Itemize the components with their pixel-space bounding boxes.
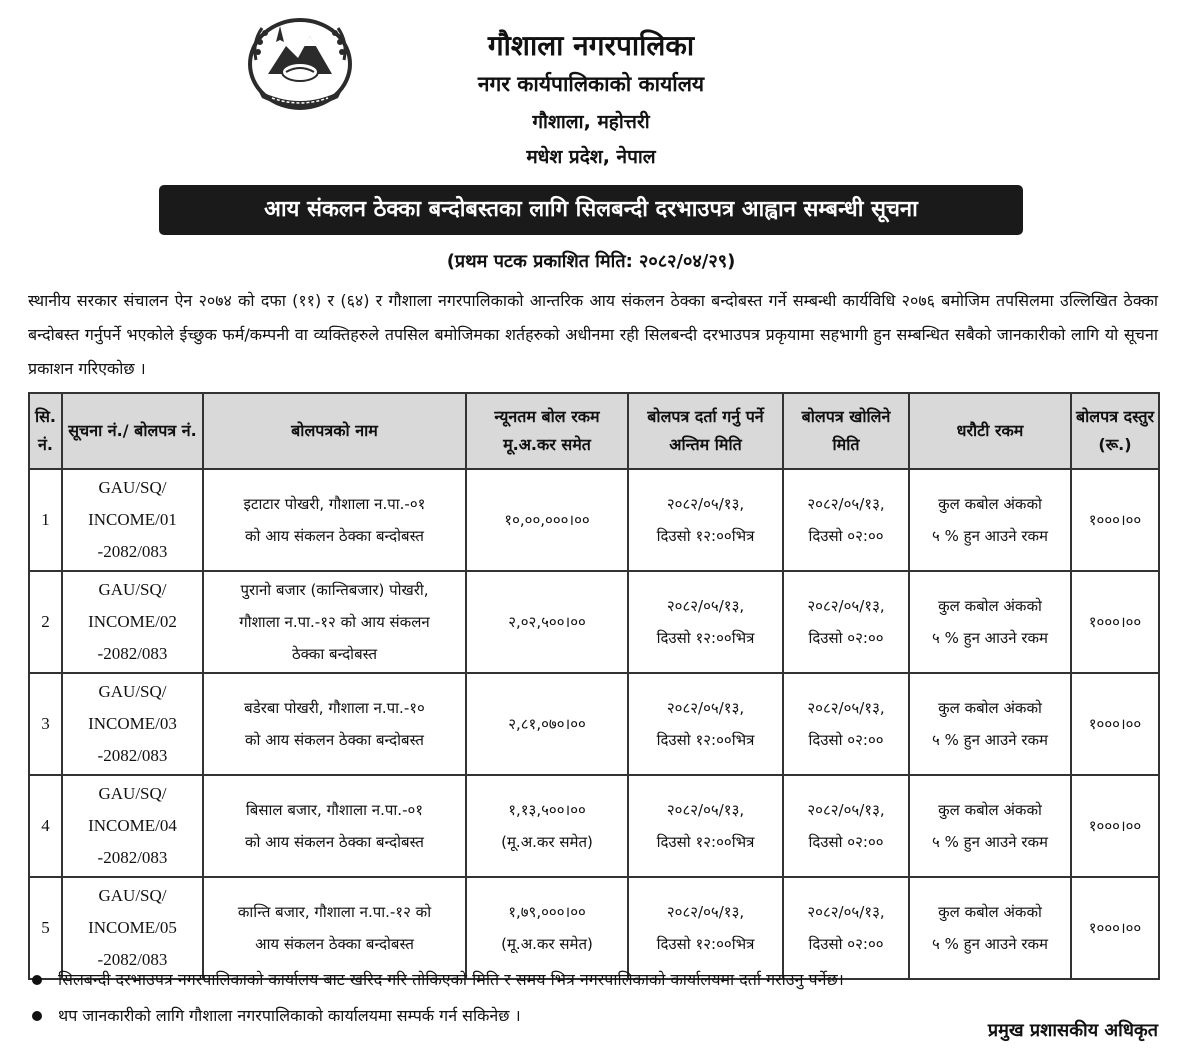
- notice-number-cell-line: -2082/083: [97, 848, 168, 867]
- deposit-amount-cell-line: कुल कबोल अंकको: [938, 597, 1042, 615]
- opening-date-cell-line: २०८२/०५/१३,: [807, 699, 885, 717]
- bid-name-cell-line: पुरानो बजार (कान्तिबजार) पोखरी,: [240, 581, 429, 599]
- minimum-bid-amount-cell-line: १०,००,०००।००: [504, 511, 590, 529]
- address-line-2: मधेश प्रदेश, नेपाल: [526, 146, 656, 168]
- opening-date-cell-line: दिउसो ०२:००: [808, 629, 884, 647]
- minimum-bid-amount-cell: [466, 469, 628, 571]
- minimum-bid-amount-cell-line: (मू.अ.कर समेत): [501, 833, 593, 851]
- table-header-row: [29, 393, 1159, 469]
- minimum-bid-amount-cell-line: १,१३,५००।००: [508, 801, 586, 819]
- opening-date-cell-line: २०८२/०५/१३,: [807, 801, 885, 819]
- opening-date-cell-line: २०८२/०५/१३,: [807, 903, 885, 921]
- registration-deadline-cell-line: २०८२/०५/१३,: [666, 801, 745, 819]
- deposit-amount-cell: [909, 673, 1071, 775]
- notice-number-cell: [62, 775, 203, 877]
- notice-number-cell: [62, 673, 203, 775]
- header-bid-fee: बोलपत्र दस्तुर (रू.): [1071, 393, 1159, 469]
- notice-number-cell-line: INCOME/03: [88, 714, 177, 733]
- municipality-name: गौशाला नगरपालिका: [487, 29, 695, 62]
- header-registration-deadline: बोलपत्र दर्ता गर्नु पर्ने अन्तिम मिति: [628, 393, 783, 469]
- minimum-bid-amount-cell-line: १,७९,०००।००: [508, 903, 586, 921]
- registration-deadline-cell-line: दिउसो १२:००भित्र: [656, 935, 755, 953]
- opening-date-cell: [783, 469, 909, 571]
- deposit-amount-cell-line: कुल कबोल अंकको: [938, 903, 1042, 921]
- address-line-1: गौशाला, महोत्तरी: [532, 111, 650, 133]
- deposit-amount-cell-line: ५ % हुन आउने रकम: [932, 833, 1048, 851]
- opening-date-cell-line: दिउसो ०२:००: [808, 935, 884, 953]
- table-row: [29, 571, 1159, 673]
- deposit-amount-cell-line: कुल कबोल अंकको: [938, 801, 1042, 819]
- opening-date-cell-line: दिउसो ०२:००: [808, 833, 884, 851]
- opening-date-cell: [783, 673, 909, 775]
- header-minimum-bid-amount: न्यूनतम बोल रकम मू.अ.कर समेत: [466, 393, 628, 469]
- bid-name-cell: [203, 673, 466, 775]
- registration-deadline-cell-line: दिउसो १२:००भित्र: [656, 527, 755, 545]
- bid-name-cell: [203, 877, 466, 979]
- deposit-amount-cell-line: ५ % हुन आउने रकम: [932, 731, 1048, 749]
- registration-deadline-cell: [628, 469, 783, 571]
- table-row: [29, 775, 1159, 877]
- registration-deadline-cell-line: दिउसो १२:००भित्र: [656, 629, 755, 647]
- opening-date-cell-line: दिउसो ०२:००: [808, 527, 884, 545]
- bid-name-cell-line: को आय संकलन ठेक्का बन्दोबस्त: [245, 833, 424, 851]
- notice-number-cell-line: INCOME/05: [88, 918, 177, 937]
- bullet-icon: [32, 1011, 42, 1021]
- notice-number-cell-line: GAU/SQ/: [98, 784, 167, 803]
- bid-name-cell: [203, 571, 466, 673]
- minimum-bid-amount-cell-line: (मू.अ.कर समेत): [501, 935, 593, 953]
- header-serial-number: सि. नं.: [29, 393, 62, 469]
- bid-name-cell-line: इटाटार पोखरी, गौशाला न.पा.-०१: [243, 495, 426, 513]
- notice-number-cell-line: -2082/083: [97, 950, 168, 969]
- bid-name-cell-line: को आय संकलन ठेक्का बन्दोबस्त: [245, 527, 424, 545]
- bid-name-cell-line: बडेरबा पोखरी, गौशाला न.पा.-१०: [244, 699, 425, 717]
- registration-deadline-cell-line: २०८२/०५/१३,: [666, 699, 745, 717]
- registration-deadline-cell-line: २०८२/०५/१३,: [666, 495, 745, 513]
- notice-number-cell-line: -2082/083: [97, 746, 168, 765]
- serial-number-cell: 4: [29, 775, 62, 877]
- registration-deadline-cell: [628, 571, 783, 673]
- header-notice-number: सूचना नं./ बोलपत्र नं.: [62, 393, 203, 469]
- signatory: प्रमुख प्रशासकीय अधिकृत: [987, 1020, 1158, 1041]
- bid-name-cell: [203, 775, 466, 877]
- registration-deadline-cell: [628, 775, 783, 877]
- serial-number-cell: 2: [29, 571, 62, 673]
- registration-deadline-cell: [628, 673, 783, 775]
- notice-number-cell-line: GAU/SQ/: [98, 478, 167, 497]
- registration-deadline-cell-line: दिउसो १२:००भित्र: [656, 731, 755, 749]
- bid-name-cell-line: कान्ति बजार, गौशाला न.पा.-१२ को: [237, 903, 432, 921]
- minimum-bid-amount-cell: [466, 673, 628, 775]
- table-row: [29, 469, 1159, 571]
- deposit-amount-cell-line: ५ % हुन आउने रकम: [932, 629, 1048, 647]
- note-text: थप जानकारीको लागि गौशाला नगरपालिकाको कार्यालयमा सम्पर्क गर्न सकिनेछ ।: [58, 1006, 521, 1025]
- notice-number-cell: [62, 877, 203, 979]
- minimum-bid-amount-cell-line: २,०२,५००।००: [508, 613, 586, 631]
- deposit-amount-cell-line: कुल कबोल अंकको: [938, 495, 1042, 513]
- bid-name-cell-line: गौशाला न.पा.-१२ को आय संकलन: [239, 613, 430, 631]
- deposit-amount-cell: [909, 469, 1071, 571]
- bid-name-cell: [203, 469, 466, 571]
- bid-name-cell-line: को आय संकलन ठेक्का बन्दोबस्त: [245, 731, 424, 749]
- notice-number-cell-line: INCOME/01: [88, 510, 177, 529]
- notice-number-cell-line: INCOME/02: [88, 612, 177, 631]
- notice-number-cell-line: GAU/SQ/: [98, 580, 167, 599]
- opening-date-cell: [783, 571, 909, 673]
- bid-fee-cell: १०००।००: [1071, 571, 1159, 673]
- deposit-amount-cell: [909, 571, 1071, 673]
- tender-table: [28, 392, 1160, 980]
- deposit-amount-cell: [909, 775, 1071, 877]
- minimum-bid-amount-cell: [466, 571, 628, 673]
- notice-title: आय संकलन ठेक्का बन्दोबस्तका लागि सिलबन्दी दरभाउपत्र आह्वान सम्बन्धी सूचना: [159, 185, 1023, 235]
- opening-date-cell-line: २०८२/०५/१३,: [807, 597, 885, 615]
- registration-deadline-cell-line: २०८२/०५/१३,: [666, 597, 745, 615]
- publication-date: (प्रथम पटक प्रकाशित मिति: २०८२/०४/२९): [446, 251, 736, 272]
- intro-paragraph: स्थानीय सरकार संचालन ऐन २०७४ को दफा (११) र (६४) र गौशाला नगरपालिकाको आन्तरिक आय संकलन ठेक्का बन्दोबस्त गर्ने सम्बन्धी कार्यविधि २०७६ बमोजिम तपसिलमा उल्लिखित ठेक्का बन्दोबस्त गर्नुपर्ने भएकोले ईच्छुक फर्म/कम्पनी वा व्यक्तिहरुले तपसिल बमोजिमका शर्तहरुको अधीनमा रही सिलबन्दी दरभाउपत्र प्रकृयामा सहभागी हुन सम्बन्धित सबैको जानकारीको लागि यो सूचना प्रकाशन गरिएकोछ ।: [28, 291, 1158, 378]
- header-deposit-amount: धरौटी रकम: [909, 393, 1071, 469]
- bid-name-cell-line: बिसाल बजार, गौशाला न.पा.-०१: [245, 801, 424, 819]
- opening-date-cell: [783, 877, 909, 979]
- header-opening-date: बोलपत्र खोलिने मिति: [783, 393, 909, 469]
- notice-number-cell-line: -2082/083: [97, 644, 168, 663]
- notice-number-cell: [62, 469, 203, 571]
- opening-date-cell: [783, 775, 909, 877]
- notice-number-cell: [62, 571, 203, 673]
- minimum-bid-amount-cell: [466, 877, 628, 979]
- bid-fee-cell: १०००।००: [1071, 775, 1159, 877]
- deposit-amount-cell-line: ५ % हुन आउने रकम: [932, 935, 1048, 953]
- table-row: [29, 877, 1159, 979]
- deposit-amount-cell-line: कुल कबोल अंकको: [938, 699, 1042, 717]
- registration-deadline-cell-line: २०८२/०५/१३,: [666, 903, 745, 921]
- serial-number-cell: 1: [29, 469, 62, 571]
- deposit-amount-cell-line: ५ % हुन आउने रकम: [932, 527, 1048, 545]
- serial-number-cell: 3: [29, 673, 62, 775]
- notice-number-cell-line: -2082/083: [97, 542, 168, 561]
- office-name: नगर कार्यपालिकाको कार्यालय: [477, 72, 705, 96]
- note-text: सिलबन्दी दरभाउपत्र नगरपालिकाको कार्यालय बाट खरिद गरि तोकिएको मिति र समय भित्र नगरपालिकाको कार्यालयमा दर्ता गराउनु पर्नेछ।: [58, 970, 844, 989]
- minimum-bid-amount-cell: [466, 775, 628, 877]
- bullet-icon: [32, 975, 42, 985]
- bid-fee-cell: १०००।००: [1071, 673, 1159, 775]
- registration-deadline-cell: [628, 877, 783, 979]
- notice-number-cell-line: INCOME/04: [88, 816, 177, 835]
- deposit-amount-cell: [909, 877, 1071, 979]
- registration-deadline-cell-line: दिउसो १२:००भित्र: [656, 833, 755, 851]
- bid-name-cell-line: ठेक्का बन्दोबस्त: [291, 645, 378, 663]
- table-row: [29, 673, 1159, 775]
- opening-date-cell-line: २०८२/०५/१३,: [807, 495, 885, 513]
- note-item: [30, 968, 1160, 1004]
- bid-fee-cell: १०००।००: [1071, 469, 1159, 571]
- minimum-bid-amount-cell-line: २,८१,०७०।००: [508, 715, 586, 733]
- header-bid-name: बोलपत्रको नाम: [203, 393, 466, 469]
- serial-number-cell: 5: [29, 877, 62, 979]
- notice-number-cell-line: GAU/SQ/: [98, 886, 167, 905]
- bid-fee-cell: १०००।००: [1071, 877, 1159, 979]
- bid-name-cell-line: आय संकलन ठेक्का बन्दोबस्त: [255, 935, 414, 953]
- notice-number-cell-line: GAU/SQ/: [98, 682, 167, 701]
- opening-date-cell-line: दिउसो ०२:००: [808, 731, 884, 749]
